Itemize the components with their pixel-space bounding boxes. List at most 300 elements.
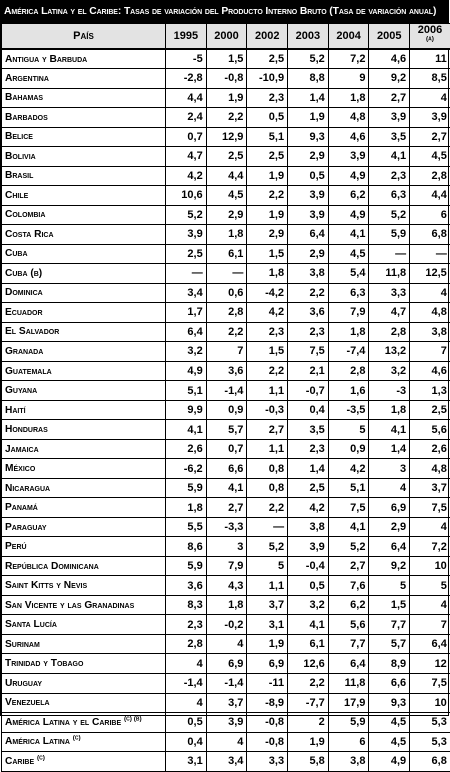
value-cell: 3,5: [288, 420, 329, 440]
value-cell: 2,4: [166, 108, 207, 128]
value-cell: 3,3: [369, 283, 410, 303]
value-cell: 4,6: [328, 127, 369, 147]
value-cell: 2,3: [247, 322, 288, 342]
value-cell: 4,1: [166, 420, 207, 440]
value-cell: 3,9: [328, 147, 369, 167]
value-cell: 4,1: [206, 478, 247, 498]
value-cell: 2,2: [288, 283, 329, 303]
table-row: [2, 88, 450, 108]
value-cell: 6,9: [206, 654, 247, 674]
country-name-cell: América Latina y el Caribe $^{(c) (b)}$: [2, 713, 166, 733]
value-cell: 4: [369, 478, 410, 498]
value-cell: 6,8: [410, 225, 450, 245]
value-cell: —: [247, 517, 288, 537]
value-cell: 3,7: [206, 693, 247, 713]
value-cell: 4,4: [166, 88, 207, 108]
value-cell: 1,4: [288, 459, 329, 479]
value-cell: 2,3: [166, 615, 207, 635]
value-cell: 5: [247, 556, 288, 576]
value-cell: 11: [410, 49, 450, 69]
header-row: [2, 24, 450, 50]
value-cell: 3,2: [369, 361, 410, 381]
value-cell: 6,3: [328, 283, 369, 303]
country-name-cell: Colombia: [2, 205, 166, 225]
value-cell: 1,8: [328, 88, 369, 108]
table-row: [2, 49, 450, 69]
value-cell: 1,6: [328, 381, 369, 401]
value-cell: -7,7: [288, 693, 329, 713]
value-cell: 3,9: [166, 225, 207, 245]
value-cell: 5,3: [410, 713, 450, 733]
footnote-marker: (c): [73, 735, 81, 742]
value-cell: -3: [369, 381, 410, 401]
value-cell: 4,5: [206, 186, 247, 206]
value-cell: 17,9: [328, 693, 369, 713]
value-cell: 3,9: [288, 537, 329, 557]
value-cell: 3,9: [288, 186, 329, 206]
value-cell: 6: [410, 205, 450, 225]
country-name-cell: Brasil: [2, 166, 166, 186]
table-row: [2, 615, 450, 635]
value-cell: 2,2: [206, 322, 247, 342]
value-cell: 4: [166, 693, 207, 713]
country-name-cell: República Dominicana: [2, 556, 166, 576]
value-cell: 4,6: [369, 49, 410, 69]
value-cell: 9,9: [166, 400, 207, 420]
value-cell: 6,9: [369, 498, 410, 518]
footnote-marker: (c): [37, 754, 45, 761]
value-cell: 1,7: [166, 303, 207, 323]
value-cell: 2,8: [206, 303, 247, 323]
value-cell: 6,1: [288, 634, 329, 654]
value-cell: 2,8: [369, 322, 410, 342]
value-cell: 6,8: [410, 752, 450, 772]
value-cell: 0,4: [288, 400, 329, 420]
value-cell: 2,7: [206, 498, 247, 518]
table-row: [2, 693, 450, 713]
country-name-cell: Caribe $^{(c)}$: [2, 752, 166, 772]
value-cell: 4,2: [247, 303, 288, 323]
value-cell: -10,9: [247, 69, 288, 89]
country-name-cell: Saint Kitts y Nevis: [2, 576, 166, 596]
value-cell: -0,4: [288, 556, 329, 576]
value-cell: 0,7: [166, 127, 207, 147]
value-cell: 7,9: [328, 303, 369, 323]
table-row: [2, 108, 450, 128]
value-cell: 4,7: [369, 303, 410, 323]
value-cell: 3,8: [410, 322, 450, 342]
value-cell: 2,5: [206, 147, 247, 167]
value-cell: 3,6: [206, 361, 247, 381]
value-cell: —: [410, 244, 450, 264]
country-name-cell: Granada: [2, 342, 166, 362]
value-cell: 2,9: [206, 205, 247, 225]
country-name-cell: Haití: [2, 400, 166, 420]
value-cell: 2,9: [247, 225, 288, 245]
value-cell: 2,3: [288, 322, 329, 342]
value-cell: 5,3: [410, 732, 450, 752]
value-cell: 0,9: [328, 439, 369, 459]
value-cell: 13,2: [369, 342, 410, 362]
value-cell: —: [206, 264, 247, 284]
value-cell: 5,9: [328, 713, 369, 733]
value-cell: 2,9: [288, 244, 329, 264]
value-cell: 8,5: [410, 69, 450, 89]
country-name-cell: El Salvador: [2, 322, 166, 342]
value-cell: 4,8: [410, 459, 450, 479]
year-column-header: 2002: [247, 24, 288, 50]
value-cell: 5,2: [369, 205, 410, 225]
table-body: [2, 49, 450, 771]
value-cell: 3,8: [288, 264, 329, 284]
value-cell: 3,8: [288, 517, 329, 537]
value-cell: 4,2: [288, 498, 329, 518]
value-cell: 5,9: [369, 225, 410, 245]
value-cell: 3: [369, 459, 410, 479]
country-name-cell: Santa Lucía: [2, 615, 166, 635]
value-cell: 8,3: [166, 595, 207, 615]
value-cell: -4,2: [247, 283, 288, 303]
value-cell: 2,9: [369, 517, 410, 537]
year-column-header: 1995: [166, 24, 207, 50]
value-cell: 4,7: [166, 147, 207, 167]
value-cell: 1,9: [247, 634, 288, 654]
value-cell: 2,6: [410, 439, 450, 459]
table-row: [2, 205, 450, 225]
value-cell: 2,5: [288, 478, 329, 498]
value-cell: 7,5: [328, 498, 369, 518]
value-cell: 1,9: [247, 205, 288, 225]
value-cell: 7: [410, 342, 450, 362]
country-name-cell: Costa Rica: [2, 225, 166, 245]
table-row: [2, 439, 450, 459]
country-name-cell: Argentina: [2, 69, 166, 89]
value-cell: -0,7: [288, 381, 329, 401]
value-cell: 2,7: [410, 127, 450, 147]
value-cell: 5,2: [166, 205, 207, 225]
table-row: [2, 225, 450, 245]
value-cell: —: [369, 244, 410, 264]
table-row: [2, 654, 450, 674]
value-cell: 6,2: [328, 186, 369, 206]
value-cell: 5,8: [288, 752, 329, 772]
value-cell: 3,1: [247, 615, 288, 635]
value-cell: 2,2: [247, 361, 288, 381]
value-cell: 3,7: [247, 595, 288, 615]
year-column-header: 2003: [288, 24, 329, 50]
value-cell: 2,2: [247, 498, 288, 518]
value-cell: 0,7: [206, 439, 247, 459]
value-cell: 1,8: [328, 322, 369, 342]
value-cell: 1,5: [369, 595, 410, 615]
value-cell: 3,7: [410, 478, 450, 498]
value-cell: 3: [206, 537, 247, 557]
value-cell: 2,5: [410, 400, 450, 420]
value-cell: 2,3: [247, 88, 288, 108]
country-name-cell: Paraguay: [2, 517, 166, 537]
value-cell: 6,4: [166, 322, 207, 342]
value-cell: 4,4: [206, 166, 247, 186]
value-cell: 3,6: [288, 303, 329, 323]
value-cell: 8,8: [288, 69, 329, 89]
value-cell: 5: [369, 576, 410, 596]
gdp-table: [1, 23, 450, 772]
table-row: [2, 459, 450, 479]
value-cell: 2,8: [166, 634, 207, 654]
value-cell: 5,6: [328, 615, 369, 635]
value-cell: -3,3: [206, 517, 247, 537]
value-cell: 6,6: [206, 459, 247, 479]
value-cell: 9,2: [369, 69, 410, 89]
value-cell: 0,5: [288, 576, 329, 596]
table-row: [2, 166, 450, 186]
value-cell: 8,9: [369, 654, 410, 674]
value-cell: 5,1: [166, 381, 207, 401]
table-row: [2, 147, 450, 167]
value-cell: 1,1: [247, 576, 288, 596]
value-cell: 6,4: [288, 225, 329, 245]
value-cell: 1,1: [247, 381, 288, 401]
value-cell: -11: [247, 674, 288, 694]
value-cell: 4,9: [328, 205, 369, 225]
country-name-cell: Nicaragua: [2, 478, 166, 498]
country-name-cell: Cuba (b): [2, 264, 166, 284]
table-row: [2, 634, 450, 654]
value-cell: 7,2: [328, 49, 369, 69]
value-cell: 5,7: [206, 420, 247, 440]
value-cell: 6,4: [410, 634, 450, 654]
value-cell: 4,5: [369, 713, 410, 733]
value-cell: 7: [410, 615, 450, 635]
value-cell: 4,9: [328, 166, 369, 186]
value-cell: 0,6: [206, 283, 247, 303]
country-name-cell: Perú: [2, 537, 166, 557]
value-cell: 6,3: [369, 186, 410, 206]
value-cell: 4,8: [328, 108, 369, 128]
table-row: [2, 400, 450, 420]
value-cell: -2,8: [166, 69, 207, 89]
value-cell: 2,9: [288, 147, 329, 167]
value-cell: 9,3: [288, 127, 329, 147]
value-cell: 1,9: [288, 108, 329, 128]
value-cell: 7,5: [288, 342, 329, 362]
value-cell: 6,6: [369, 674, 410, 694]
country-name-cell: Honduras: [2, 420, 166, 440]
table-row: [2, 478, 450, 498]
value-cell: 2,7: [247, 420, 288, 440]
value-cell: -1,4: [206, 381, 247, 401]
value-cell: 1,8: [166, 498, 207, 518]
value-cell: 2,3: [369, 166, 410, 186]
country-name-cell: Trinidad y Tobago: [2, 654, 166, 674]
value-cell: 2,2: [288, 674, 329, 694]
value-cell: 1,3: [410, 381, 450, 401]
value-cell: 1,8: [206, 225, 247, 245]
value-cell: 9,2: [369, 556, 410, 576]
value-cell: 2,5: [247, 49, 288, 69]
table-row: [2, 127, 450, 147]
value-cell: 5,1: [328, 478, 369, 498]
value-cell: 0,4: [166, 732, 207, 752]
value-cell: 10,6: [166, 186, 207, 206]
value-cell: 3,2: [166, 342, 207, 362]
value-cell: 4: [166, 654, 207, 674]
value-cell: 4,1: [369, 147, 410, 167]
value-cell: 4: [410, 88, 450, 108]
value-cell: 3,8: [328, 752, 369, 772]
value-cell: 2,3: [288, 439, 329, 459]
value-cell: 4,2: [328, 459, 369, 479]
year-column-header: 2006 $^{(a)}$: [410, 24, 450, 50]
value-cell: 2,2: [206, 108, 247, 128]
value-cell: 6,1: [206, 244, 247, 264]
country-name-cell: Antigua y Barbuda: [2, 49, 166, 69]
value-cell: 3,1: [166, 752, 207, 772]
value-cell: 5,2: [288, 49, 329, 69]
value-cell: 7,9: [206, 556, 247, 576]
value-cell: -6,2: [166, 459, 207, 479]
value-cell: -0,2: [206, 615, 247, 635]
value-cell: 1,9: [288, 732, 329, 752]
country-name-cell: San Vicente y las Granadinas: [2, 595, 166, 615]
value-cell: 1,5: [247, 342, 288, 362]
table-row: [2, 595, 450, 615]
value-cell: 0,5: [247, 108, 288, 128]
value-cell: 4,6: [410, 361, 450, 381]
value-cell: 4,1: [328, 225, 369, 245]
value-cell: 4: [410, 595, 450, 615]
value-cell: 5: [328, 420, 369, 440]
country-name-cell: Surinam: [2, 634, 166, 654]
value-cell: 4: [410, 517, 450, 537]
value-cell: 4: [410, 283, 450, 303]
value-cell: -5: [166, 49, 207, 69]
footnote-marker: (c) (b): [124, 715, 142, 722]
table-title: América Latina y el Caribe: Tasas de variación del Producto Interno Bruto (Tasa de variación anual): [1, 1, 448, 23]
value-cell: 1,4: [369, 439, 410, 459]
value-cell: 1,5: [206, 49, 247, 69]
table-row: [2, 576, 450, 596]
value-cell: 5,2: [247, 537, 288, 557]
table-row: [2, 498, 450, 518]
value-cell: 1,1: [247, 439, 288, 459]
country-name-cell: Barbados: [2, 108, 166, 128]
value-cell: 3,4: [206, 752, 247, 772]
value-cell: 5,6: [410, 420, 450, 440]
value-cell: -1,4: [166, 674, 207, 694]
value-cell: —: [166, 264, 207, 284]
value-cell: 4,9: [369, 752, 410, 772]
year-column-header: 2005: [369, 24, 410, 50]
value-cell: 12: [410, 654, 450, 674]
value-cell: 4,1: [369, 420, 410, 440]
value-cell: 1,9: [206, 88, 247, 108]
value-cell: 2,6: [166, 439, 207, 459]
value-cell: 7,2: [410, 537, 450, 557]
country-name-cell: Bahamas: [2, 88, 166, 108]
country-name-cell: Jamaica: [2, 439, 166, 459]
value-cell: 4: [206, 634, 247, 654]
value-cell: 4,5: [328, 244, 369, 264]
value-cell: -0,8: [206, 69, 247, 89]
value-cell: 3,9: [206, 713, 247, 733]
table-row: [2, 342, 450, 362]
value-cell: 1,5: [247, 244, 288, 264]
value-cell: -3,5: [328, 400, 369, 420]
value-cell: -8,9: [247, 693, 288, 713]
country-name-cell: Venezuela: [2, 693, 166, 713]
value-cell: 5,1: [247, 127, 288, 147]
value-cell: 2,8: [410, 166, 450, 186]
value-cell: 2,2: [247, 186, 288, 206]
year-column-header: 2000: [206, 24, 247, 50]
value-cell: -0,8: [247, 713, 288, 733]
value-cell: 6: [328, 732, 369, 752]
value-cell: 0,8: [247, 459, 288, 479]
value-cell: 7,7: [369, 615, 410, 635]
value-cell: 5,4: [328, 264, 369, 284]
value-cell: 5: [410, 576, 450, 596]
value-cell: 3,2: [288, 595, 329, 615]
value-cell: 10: [410, 556, 450, 576]
value-cell: 1,4: [288, 88, 329, 108]
value-cell: 3,5: [369, 127, 410, 147]
value-cell: 6,2: [328, 595, 369, 615]
value-cell: -1,4: [206, 674, 247, 694]
value-cell: 2,5: [166, 244, 207, 264]
value-cell: -7,4: [328, 342, 369, 362]
value-cell: 4,1: [288, 615, 329, 635]
value-cell: 2,1: [288, 361, 329, 381]
table-row: [2, 420, 450, 440]
value-cell: 7,5: [410, 498, 450, 518]
country-name-cell: Uruguay: [2, 674, 166, 694]
table-row: [2, 674, 450, 694]
value-cell: 2,5: [247, 147, 288, 167]
value-cell: 3,9: [369, 108, 410, 128]
value-cell: 2: [288, 713, 329, 733]
table-row: [2, 732, 450, 752]
table-row: [2, 69, 450, 89]
value-cell: 3,3: [247, 752, 288, 772]
table-row: [2, 537, 450, 557]
value-cell: 2,7: [328, 556, 369, 576]
value-cell: 6,4: [369, 537, 410, 557]
country-name-cell: Cuba: [2, 244, 166, 264]
table-row: [2, 303, 450, 323]
value-cell: 4,5: [410, 147, 450, 167]
value-cell: 3,6: [166, 576, 207, 596]
table-row: [2, 322, 450, 342]
table-row: [2, 264, 450, 284]
country-name-cell: Chile: [2, 186, 166, 206]
country-name-cell: América Latina $^{(c)}$: [2, 732, 166, 752]
value-cell: 1,9: [247, 166, 288, 186]
country-column-header: País: [2, 24, 166, 50]
value-cell: 4,9: [166, 361, 207, 381]
value-cell: 11,8: [328, 674, 369, 694]
value-cell: 5,9: [166, 478, 207, 498]
value-cell: 0,5: [166, 713, 207, 733]
country-name-cell: Guyana: [2, 381, 166, 401]
value-cell: 4,5: [369, 732, 410, 752]
value-cell: 1,8: [247, 264, 288, 284]
table-row: [2, 361, 450, 381]
value-cell: 6,4: [328, 654, 369, 674]
value-cell: 4: [206, 732, 247, 752]
country-name-cell: Panamá: [2, 498, 166, 518]
value-cell: 7,7: [328, 634, 369, 654]
